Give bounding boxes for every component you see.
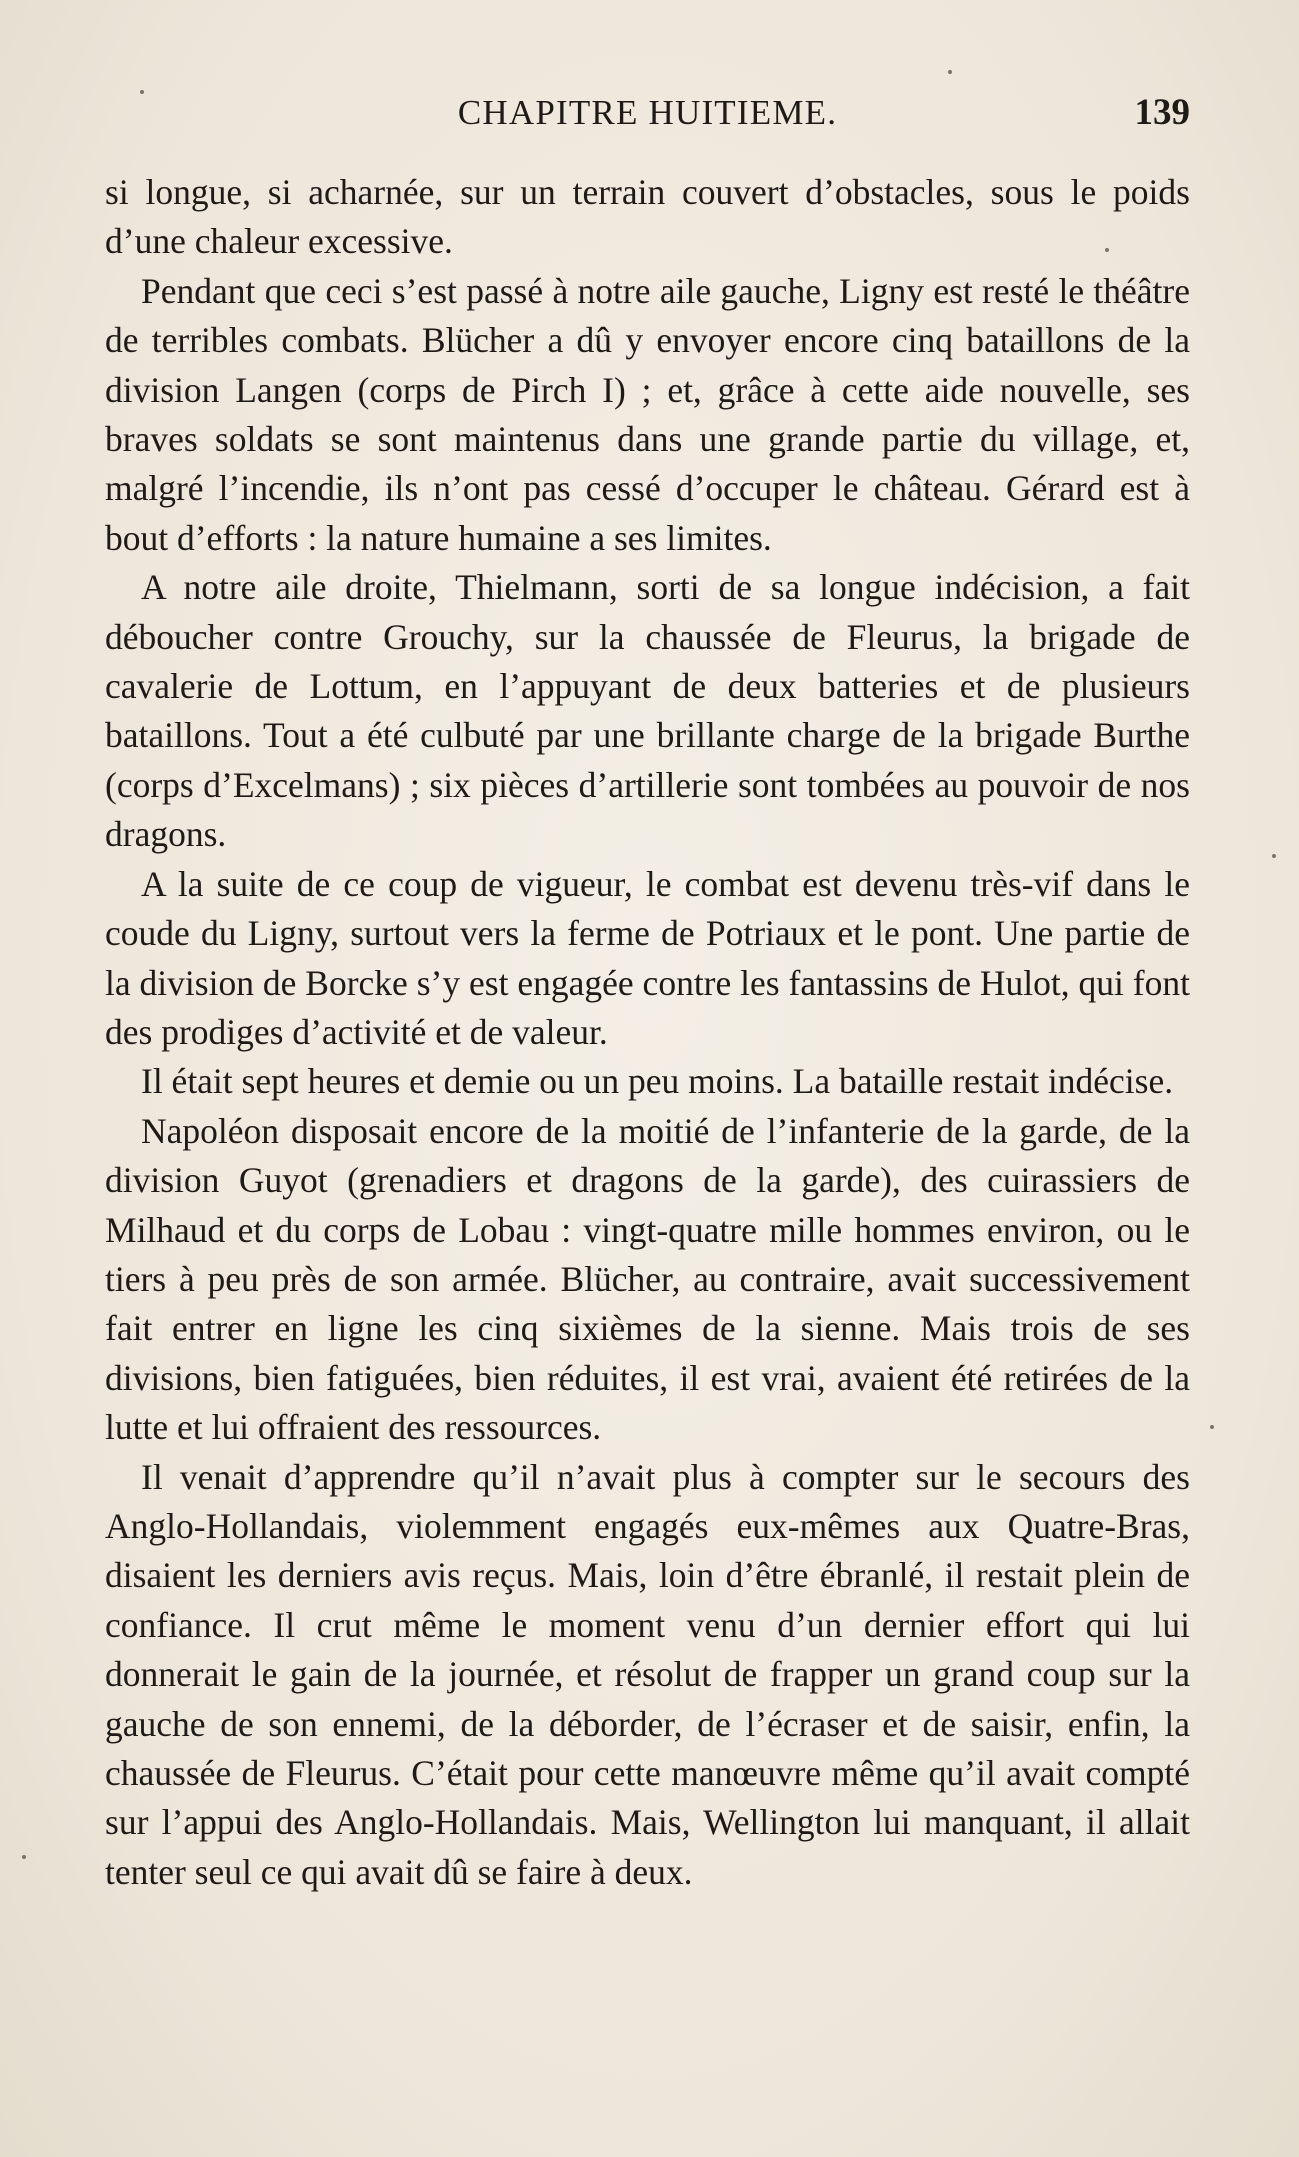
- paragraph-right-wing: A notre aile droite, Thielmann, sorti de sa longue indécision, a fait déboucher contre Grouchy, sur la chaussée de Fleurus, la brigade de cavalerie de Lottum, en l’appuyant de deux batteries et de plusieurs bataillons. Tout a été culbuté par une brillante charge de la brigade Burthe (corps d’Excelmans) ; six pièces d’artillerie sont tombées au pouvoir de nos dragons.: [105, 567, 1190, 855]
- paper-speck: [1272, 854, 1276, 858]
- chapter-title: CHAPITRE HUITIEME.: [457, 93, 838, 132]
- paper-speck: [1210, 1425, 1214, 1429]
- paper-speck: [948, 70, 952, 74]
- paper-speck: [1105, 248, 1109, 252]
- paragraph-decision: Il venait d’apprendre qu’il n’avait plus à compter sur le secours des Anglo-Hollandais, violemment engagés eux-mêmes aux Quatre-Bras, disaient les derniers avis reçus. Mais, loin d’être ébranlé, il restait plein de confiance. Il crut même le moment venu d’un dernier effort qui lui donnerait le gain de la journée, et résolut de frapper un grand coup sur la gauche de son ennemi, de la déborder, de l’écraser et de saisir, enfin, la chaussée de Fleurus. C’était pour cette manœuvre même qu’il avait compté sur l’appui des Anglo-Hollandais. Mais, Wellington lui manquant, il allait tenter seul ce qui avait dû se faire à deux.: [105, 1456, 1190, 1892]
- paragraph-napoleon: Napoléon disposait encore de la moitié de l’infanterie de la garde, de la division Guyot (grenadiers et dragons de la garde), des cuirassiers de Milhaud et du corps de Lobau : vingt-quatre mille hommes environ, ou le tiers à peu près de son armée. Blücher, au contraire, avait successivement fait entrer en ligne les cinq sixièmes de la sienne. Mais trois de ses divisions, bien fatiguées, bien réduites, il est vrai, avaient été retirées de la lutte et lui offraient des ressources.: [105, 1110, 1190, 1448]
- paragraph-time: Il était sept heures et demie ou un peu moins. La bataille restait indécise.: [141, 1061, 1174, 1102]
- paragraph-ligny: Pendant que ceci s’est passé à notre aile gauche, Ligny est resté le théâtre de terribles combats. Blücher a dû y envoyer encore cinq bataillons de la division Langen (corps de Pirch I) ; et, grâce à cette aide nouvelle, ses braves soldats se sont maintenus dans une grande partie du village, et, malgré l’incendie, ils n’ont pas cessé d’occuper le château. Gérard est à bout d’efforts : la nature humaine a ses limites.: [105, 270, 1190, 558]
- paper-speck: [22, 1855, 26, 1859]
- body-text: [105, 168, 1190, 1897]
- running-head: [105, 88, 1190, 138]
- paragraph-combat: A la suite de ce coup de vigueur, le combat est devenu très-vif dans le coude du Ligny, surtout vers la ferme de Potriaux et le pont. Une partie de la division de Borcke s’y est engagée contre les fantassins de Hulot, qui font des prodiges d’activité et de valeur.: [105, 863, 1190, 1052]
- paragraph-continuation: si longue, si acharnée, sur un terrain couvert d’obstacles, sous le poids d’une chaleur excessive.: [105, 172, 1190, 262]
- paper-speck: [140, 90, 144, 94]
- page-number: 139: [1134, 92, 1190, 133]
